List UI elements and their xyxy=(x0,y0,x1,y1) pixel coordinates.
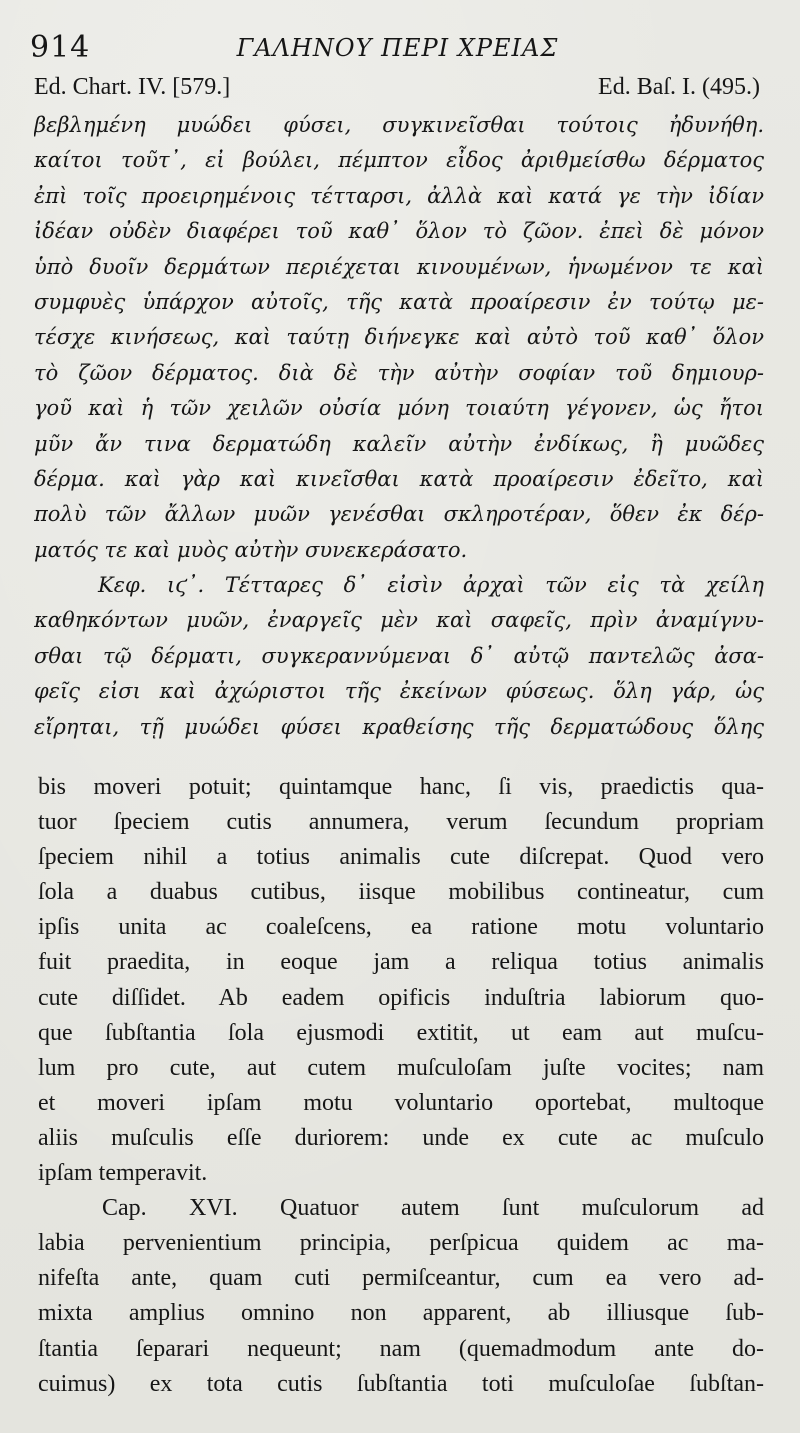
page-number: 914 xyxy=(30,30,91,65)
greek-line: καίτοι τοῦτ᾽, εἰ βούλει, πέμπτον εἶδος ἀριθμείσθω δέρματος xyxy=(34,148,764,173)
latin-line: ipſis unita ac coaleſcens, ea ratione motu voluntario xyxy=(38,914,764,941)
column-separator-space xyxy=(0,740,800,770)
latin-line: labia pervenientium principia, perſpicua quidem ac ma- xyxy=(38,1230,764,1257)
running-title: ΓΑΛΗΝΟΥ ΠΕΡΙ ΧΡΕΙΑΣ xyxy=(236,34,559,62)
greek-line: βεβλημένη μυώδει φύσει, συγκινεῖσθαι τούτοις ἠδυνήθη. xyxy=(34,113,764,137)
latin-line: que ſubſtantia ſola ejusmodi extitit, ut eam aut muſcu- xyxy=(38,1019,764,1046)
latin-line: et moveri ipſam motu voluntario oportebat, multoque xyxy=(38,1089,764,1116)
latin-line: ſtantia ſeparari nequeunt; nam (quemadmodum ante do- xyxy=(38,1335,764,1362)
edition-basel-reference: Ed. Baſ. I. (495.) xyxy=(598,74,760,100)
page-header xyxy=(30,26,765,68)
greek-line: ἐπὶ τοῖς προειρημένοις τέτταρσι, ἀλλὰ καὶ κατά γε τὴν ἰδίαν xyxy=(34,183,764,208)
greek-line: ματός τε καὶ μυὸς αὐτὴν συνεκεράσατο. xyxy=(34,537,468,562)
greek-line: καθηκόντων μυῶν, ἐναργεῖς μὲν καὶ σαφεῖς, πρὶν ἀναμίγνυ- xyxy=(34,608,764,633)
latin-line: aliis muſculis eſſe duriorem: unde ex cute ac muſculo xyxy=(38,1124,764,1151)
greek-line: ἰδέαν οὐδὲν διαφέρει τοῦ καθ᾽ ὅλον τὸ ζῶον. ἐπεὶ δὲ μόνον xyxy=(34,219,764,244)
latin-line: lum pro cute, aut cutem muſculoſam juſte vocites; nam xyxy=(38,1054,764,1081)
greek-chapter-heading-line: Κεφ. ιϛ᾽. Τέτταρες δ᾽ εἰσὶν ἀρχαὶ τῶν εἰς τὰ χείλη xyxy=(98,573,764,598)
latin-line: cuimus) ex tota cutis ſubſtantia toti muſculoſae ſubſtan- xyxy=(38,1370,764,1397)
greek-line: πολὺ τῶν ἄλλων μυῶν γενέσθαι σκληροτέραν, ὅθεν ἐκ δέρ- xyxy=(34,502,764,527)
latin-line: ſpeciem nihil a totius animalis cute diſcrepat. Quod vero xyxy=(38,844,764,871)
latin-line: ſola a duabus cutibus, iisque mobilibus contineatur, cum xyxy=(38,879,764,906)
greek-line: δέρμα. καὶ γὰρ καὶ κινεῖσθαι κατὰ προαίρεσιν ἐδεῖτο, καὶ xyxy=(34,466,764,491)
greek-line: τέσχε κινήσεως, καὶ ταύτῃ διήνεγκε καὶ αὐτὸ τοῦ καθ᾽ ὅλον xyxy=(34,325,764,350)
greek-line: φεῖς εἰσι καὶ ἀχώριστοι τῆς ἐκείνων φύσεως. ὅλη γάρ, ὡς xyxy=(34,679,764,704)
edition-chartier-reference: Ed. Chart. IV. [579.] xyxy=(34,74,231,100)
latin-line: ipſam temperavit. xyxy=(38,1160,208,1187)
latin-chapter-heading-line: Cap. XVI. Quatuor autem ſunt muſculorum ad xyxy=(102,1195,764,1222)
greek-line: γοῦ καὶ ἡ τῶν χειλῶν οὐσία μόνη τοιαύτη γέγονεν, ὡς ἤτοι xyxy=(34,396,764,421)
greek-line: εἴρηται, τῇ μυώδει φύσει κραθείσης τῆς δερματώδους ὅλης xyxy=(34,714,764,739)
greek-line: ὑπὸ δυοῖν δερμάτων περιέχεται κινουμένων, ἡνωμένον τε καὶ xyxy=(34,254,764,279)
greek-line: μῦν ἄν τινα δερματώδη καλεῖν αὐτὴν ἐνδίκως, ἢ μυῶδες xyxy=(34,431,764,456)
latin-line: mixta amplius omnino non apparent, ab illiusque ſub- xyxy=(38,1300,764,1327)
latin-text-block xyxy=(38,770,764,1402)
latin-line: fuit praedita, in eoque jam a reliqua totius animalis xyxy=(38,949,764,976)
latin-line: nifeſta ante, quam cuti permiſceantur, cum ea vero ad- xyxy=(38,1265,764,1292)
greek-line: σθαι τῷ δέρματι, συγκεραννύμεναι δ᾽ αὐτῷ παντελῶς ἀσα- xyxy=(34,643,764,668)
greek-text-block xyxy=(34,108,764,745)
edition-references xyxy=(34,74,760,106)
latin-line: bis moveri potuit; quintamque hanc, ſi vis, praedictis qua- xyxy=(38,774,764,800)
greek-line: τὸ ζῶον δέρματος. διὰ δὲ τὴν αὐτὴν σοφίαν τοῦ δημιουρ- xyxy=(34,360,764,385)
latin-line: cute diſſidet. Ab eadem opificis induſtria labiorum quo- xyxy=(38,984,764,1011)
greek-line: συμφυὲς ὑπάρχον αὐτοῖς, τῆς κατὰ προαίρεσιν ἐν τούτῳ με- xyxy=(34,289,764,314)
latin-line: tuor ſpeciem cutis annumera, verum ſecundum propriam xyxy=(38,809,764,836)
